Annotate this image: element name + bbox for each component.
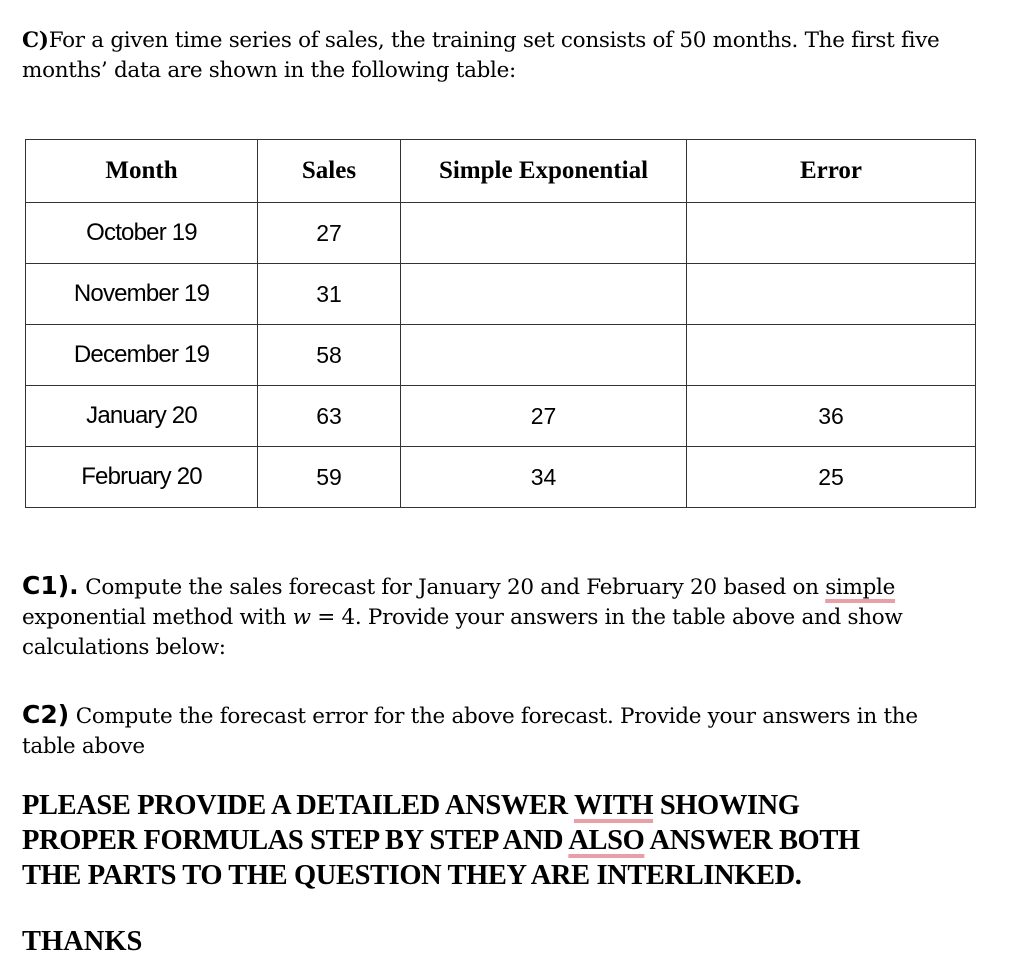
question-c2-text-b: table above <box>22 734 145 759</box>
cell-sales: 59 <box>258 447 401 508</box>
cell-month: December 19 <box>26 325 258 386</box>
cell-error: 36 <box>687 386 976 447</box>
table-row <box>26 447 976 508</box>
request-line2-b: ANSWER BOTH <box>644 825 860 856</box>
question-c2 <box>22 700 1012 762</box>
cell-error <box>687 325 976 386</box>
question-c1-text-c: = 4. Provide your answers in the table above and show <box>310 605 903 630</box>
question-c2-label: C2) <box>22 700 70 729</box>
intro-paragraph <box>22 26 1012 86</box>
table-row <box>26 203 976 264</box>
spellcheck-flagged-word: ALSO <box>568 825 645 856</box>
request-line3: THE PARTS TO THE QUESTION THEY ARE INTERLINKED. <box>22 860 802 891</box>
cell-month: October 19 <box>26 203 258 264</box>
cell-month: January 20 <box>26 386 258 447</box>
cell-error <box>687 264 976 325</box>
request-line1-b: SHOWING <box>653 790 800 821</box>
header-sales: Sales <box>258 140 401 203</box>
question-c1-label: C1). <box>22 571 79 600</box>
header-error: Error <box>687 140 976 203</box>
cell-error: 25 <box>687 447 976 508</box>
table-header-row <box>26 140 976 203</box>
cell-error <box>687 203 976 264</box>
cell-sales: 31 <box>258 264 401 325</box>
spellcheck-flagged-word: simple <box>825 575 896 600</box>
spellcheck-flagged-word: WITH <box>573 790 654 821</box>
cell-sales: 63 <box>258 386 401 447</box>
intro-text-line1: For a given time series of sales, the training set consists of 50 months. The first five <box>48 28 940 53</box>
intro-text-line2: months’ data are shown in the following table: <box>22 58 516 83</box>
header-simple-exponential: Simple Exponential <box>401 140 687 203</box>
cell-simple-exponential: 34 <box>401 447 687 508</box>
cell-month: November 19 <box>26 264 258 325</box>
table-row <box>26 264 976 325</box>
request-line1-a: PLEASE PROVIDE A DETAILED ANSWER <box>22 790 574 821</box>
cell-simple-exponential <box>401 203 687 264</box>
header-month: Month <box>26 140 258 203</box>
question-c1-variable: w <box>292 605 311 630</box>
cell-simple-exponential: 27 <box>401 386 687 447</box>
request-line2-a: PROPER FORMULAS STEP BY STEP AND <box>22 825 569 856</box>
cell-simple-exponential <box>401 264 687 325</box>
request-paragraph <box>22 788 1012 893</box>
question-c2-text-a: Compute the forecast error for the above forecast. Provide your answers in the <box>69 704 918 729</box>
table-row <box>26 325 976 386</box>
question-c1 <box>22 571 1012 663</box>
question-c1-text-b: exponential method with <box>22 605 293 630</box>
cell-month: February 20 <box>26 447 258 508</box>
sales-table <box>25 139 976 508</box>
cell-sales: 58 <box>258 325 401 386</box>
question-c1-text-a: Compute the sales forecast for January 20 and February 20 based on <box>78 575 826 600</box>
table-row <box>26 386 976 447</box>
question-c1-text-d: calculations below: <box>22 635 226 660</box>
cell-sales: 27 <box>258 203 401 264</box>
intro-label: C) <box>22 28 49 53</box>
closing-thanks: THANKS <box>22 926 143 957</box>
cell-simple-exponential <box>401 325 687 386</box>
